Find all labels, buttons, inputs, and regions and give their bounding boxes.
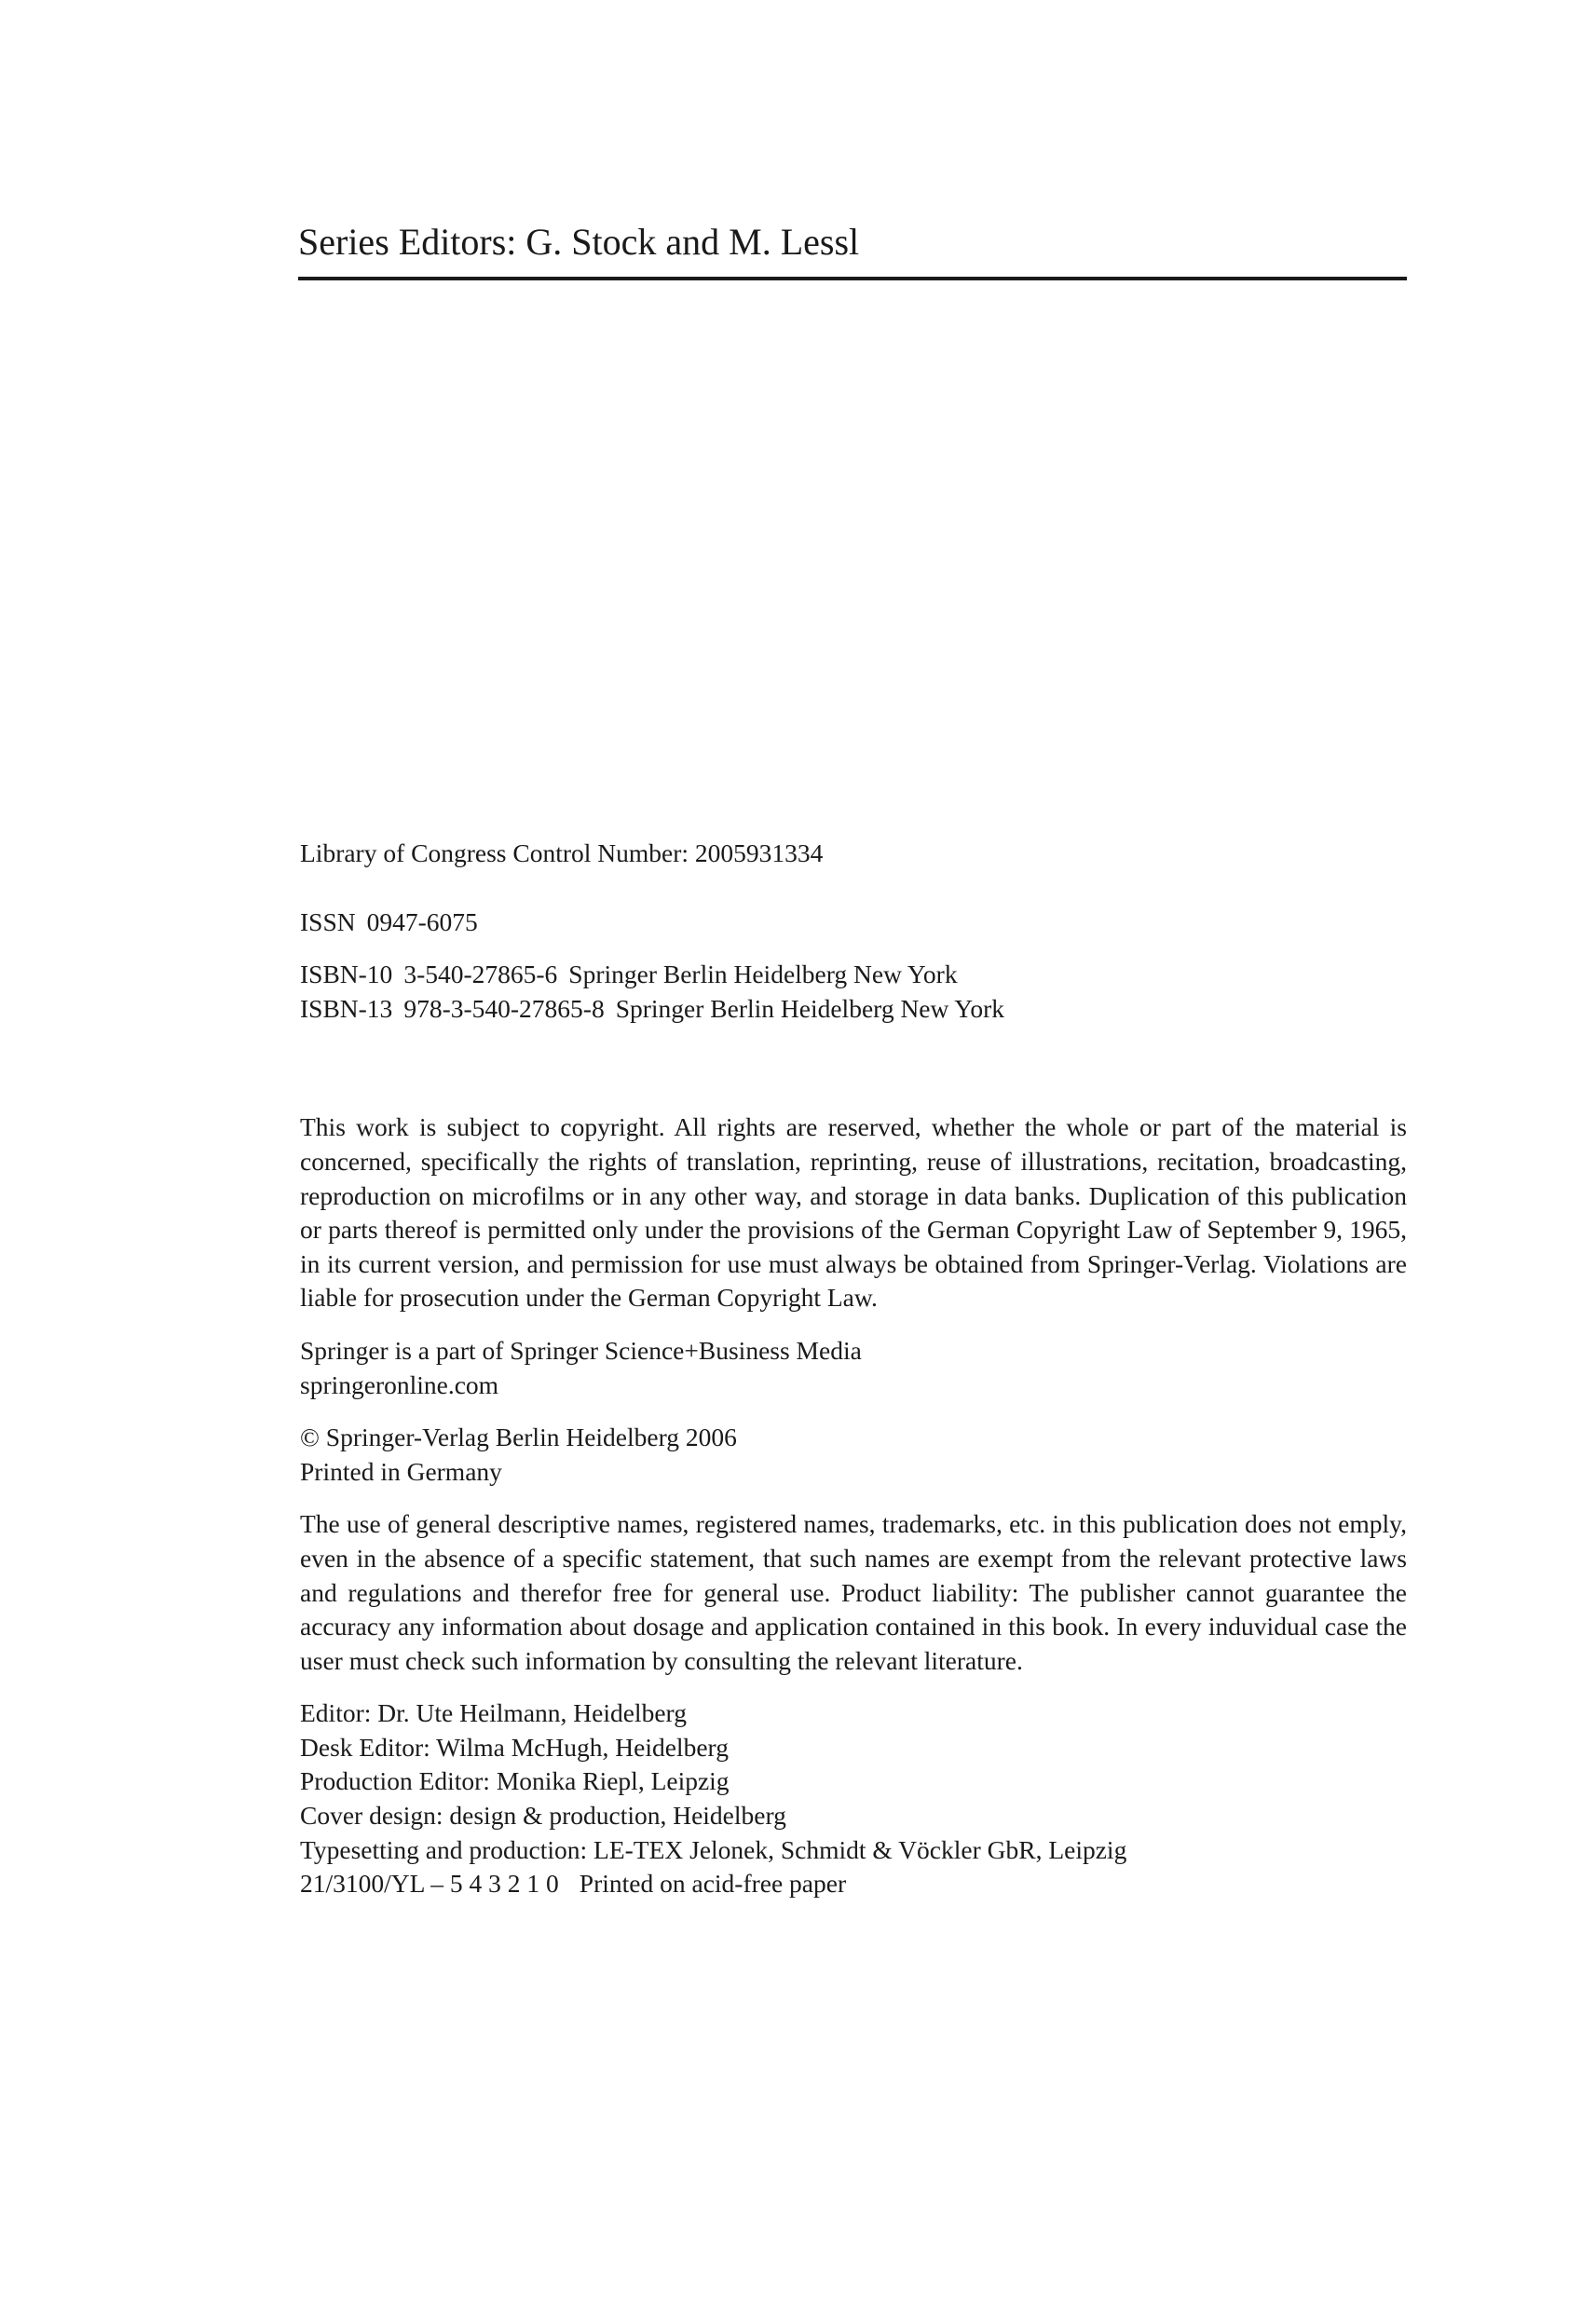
printed-in: Printed in Germany [300,1456,502,1486]
series-header [298,221,1407,280]
imprint-block [300,837,1407,1901]
copyright-notice-block [300,1110,1407,1315]
issn-label: ISSN [300,906,356,936]
liability-notice-block [300,1507,1407,1678]
copyright-notice: This work is subject to copyright. All rights are reserved, whether the whole or part of the material is concerned, specifically the rights of translation, reprinting, reuse of illustrations, recitation, broadcasting, reproduction on microfilms or in any other way, and storage in data banks. Duplication of this publication or parts thereof is permitted only under the provisions of the German Copyright Law of September 9, 1965, in its current version, and permission for use must always be obtained from Springer-Verlag. Violations are liable for prosecution under the German Copyright Law. [300,1112,1407,1313]
typesetting-credit: Typesetting and production: LE-TEX Jelonek, Schmidt & Vöckler GbR, Leipzig [300,1834,1127,1864]
production-editor-credit: Production Editor: Monika Riepl, Leipzig [300,1766,730,1796]
publisher-line: Springer is a part of Springer Science+Business Media [300,1335,862,1365]
editor-credit: Editor: Dr. Ute Heilmann, Heidelberg [300,1698,687,1728]
isbn10-label: ISBN-10 [300,960,393,989]
isbn10-line [300,958,1407,992]
isbn-block [300,958,1407,1026]
issn-value: 0947-6075 [366,906,478,936]
copyright-holder: © Springer-Verlag Berlin Heidelberg 2006 [300,1423,737,1452]
credits-block [300,1696,1407,1901]
cover-design-credit: Cover design: design & production, Heidelberg [300,1801,786,1831]
print-code-line [300,1867,1407,1901]
isbn13-line [300,992,1407,1027]
isbn13-publisher: Springer Berlin Heidelberg New York [615,993,1004,1023]
lccn-line [300,837,1407,871]
desk-editor-credit: Desk Editor: Wilma McHugh, Heidelberg [300,1732,729,1762]
liability-notice: The use of general descriptive names, registered names, trademarks, etc. in this publication does not emply, even in the absence of a specific statement, that such names are exempt from the relevant protective laws and regulations and therefor free for general use. Product liability: The publisher cannot guarantee the accuracy any information about dosage and application contained in this book. In every induvidual case the user must check such information by consulting the relevant literature. [300,1509,1407,1675]
publisher-website: springeronline.com [300,1369,499,1399]
isbn10-publisher: Springer Berlin Heidelberg New York [568,960,958,989]
paper-note: Printed on acid-free paper [579,1869,847,1899]
isbn13-label: ISBN-13 [300,993,393,1023]
print-code: 21/3100/YL – 5 4 3 2 1 0 [300,1869,559,1899]
lccn-text: Library of Congress Control Number: 2005931334 [300,838,824,867]
publisher-block [300,1334,1407,1402]
series-editors-title: Series Editors: G. Stock and M. Lessl [298,224,1407,280]
isbn13-value: 978-3-540-27865-8 [403,993,605,1023]
edition-block [300,1421,1407,1489]
issn-line [300,906,1407,940]
isbn10-value: 3-540-27865-6 [403,960,558,989]
